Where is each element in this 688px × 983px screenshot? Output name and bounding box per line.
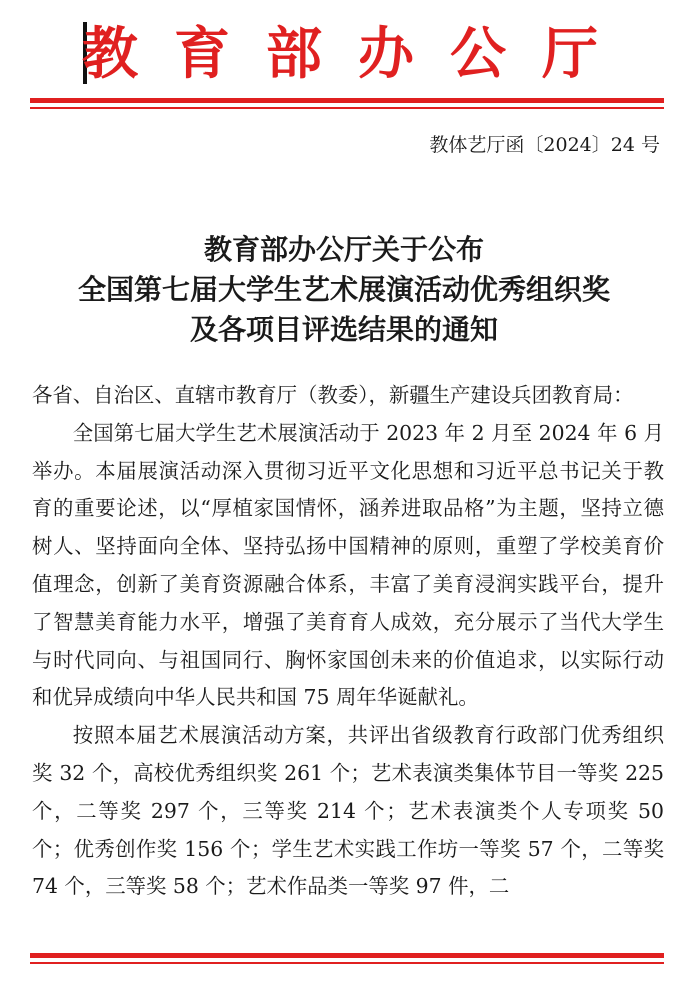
header-rule-thin	[30, 107, 664, 109]
header-rule-thick	[30, 98, 664, 103]
title-line-1: 教育部办公厅关于公布	[203, 233, 484, 266]
body-paragraph: 按照本届艺术展演活动方案，共评出省级教育行政部门优秀组织奖 32 个，高校优秀组织奖 261 个；艺术表演类集体节目一等奖 225 个，二等奖 297 个，三等奖 214 个；艺术表演类个人专项奖 50 个；优秀创作奖 156 个；学生艺术实践工作坊一等奖 57 个，二等奖 74 个，三等奖 58 个；艺术作品类一等奖 97 件，二	[32, 723, 664, 899]
title-line-3: 及各项目评选结果的通知	[189, 313, 498, 346]
footer-rule-thick	[30, 953, 664, 958]
body-paragraph: 全国第七届大学生艺术展演活动于 2023 年 2 月至 2024 年 6 月举办。本届展演活动深入贯彻习近平文化思想和习近平总书记关于教育的重要论述，以“厚植家国情怀，涵养进取品格”为主题，坚持立德树人、坚持面向全体、坚持弘扬中国精神的原则，重塑了学校美育价值理念，创新了美育资源融合体系，丰富了美育浸润实践平台，提升了智慧美育能力水平，增强了美育育人成效，充分展示了当代大学生与时代同向、与祖国同行、胸怀家国创未来的价值追求，以实际行动和优异成绩向中华人民共和国 75 周年华诞献礼。	[32, 420, 664, 710]
title-line-2: 全国第七届大学生艺术展演活动优秀组织奖	[77, 273, 610, 306]
document-number: 教体艺厅函〔2024〕24 号	[429, 134, 660, 156]
footer-rule-thin	[30, 962, 664, 964]
document-title	[0, 230, 688, 350]
addressee: 各省、自治区、直辖市教育厅（教委），新疆生产建设兵团教育局：	[32, 383, 634, 407]
document-body	[32, 377, 664, 906]
issuer-title: 教育部办公厅	[82, 21, 634, 87]
